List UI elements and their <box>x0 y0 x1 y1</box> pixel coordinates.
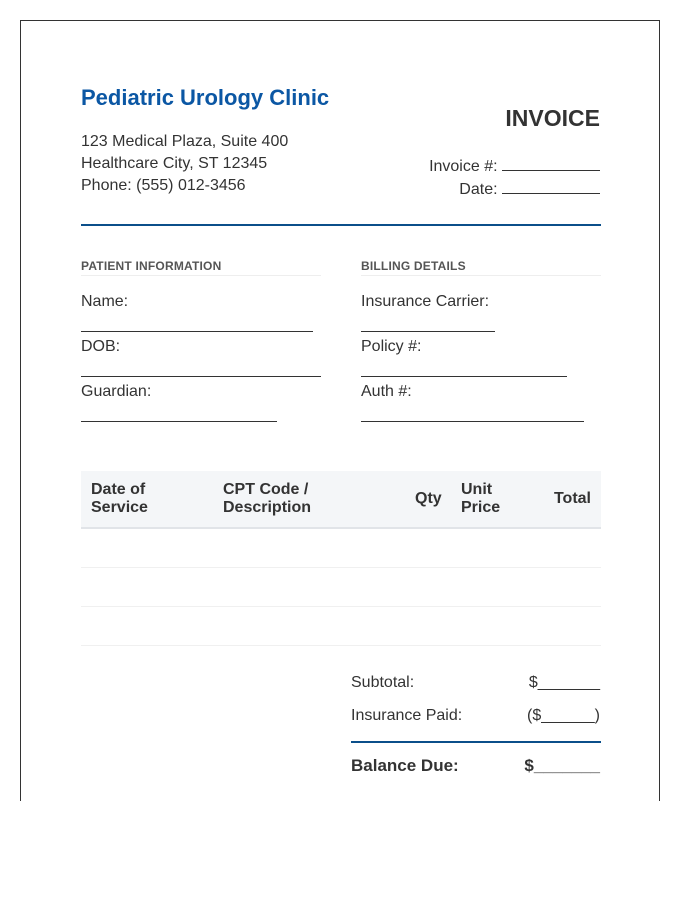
services-table-header <box>81 471 601 529</box>
auth-number-line <box>361 421 584 422</box>
invoice-number-label: Invoice #: <box>429 158 498 175</box>
invoice-title: INVOICE <box>505 105 600 131</box>
clinic-name: Pediatric Urology Clinic <box>81 85 330 110</box>
insurance-carrier-line <box>361 331 495 332</box>
subtotal-label: Subtotal: <box>351 674 415 691</box>
col-qty: Qty <box>415 490 442 507</box>
col-date-of-service: Date of Service <box>91 481 148 516</box>
insurance-carrier-label: Insurance Carrier: <box>361 293 490 310</box>
patient-dob-label: DOB: <box>81 338 121 355</box>
invoice-date-blank <box>502 179 600 194</box>
invoice-date-label: Date: <box>459 181 498 198</box>
patient-name-label: Name: <box>81 293 129 310</box>
table-row <box>81 606 601 607</box>
policy-number-line <box>361 376 567 377</box>
billing-details-title: BILLING DETAILS <box>361 259 466 273</box>
clinic-address-line1: 123 Medical Plaza, Suite 400 <box>81 133 289 150</box>
policy-number-label: Policy #: <box>361 338 422 355</box>
auth-number-label: Auth #: <box>361 383 412 400</box>
balance-due-value: $_______ <box>524 756 600 775</box>
insurance-paid-value: ($______) <box>527 707 600 724</box>
patient-guardian-line <box>81 421 277 422</box>
billing-details-rule <box>361 275 601 276</box>
table-row <box>81 567 601 568</box>
patient-guardian-label: Guardian: <box>81 383 152 400</box>
col-cpt-code: CPT Code / Description <box>223 481 312 516</box>
patient-name-line <box>81 331 313 332</box>
invoice-number-blank <box>502 156 600 171</box>
col-unit-price: Unit Price <box>461 481 501 516</box>
invoice-page <box>20 20 660 801</box>
invoice-date-row <box>459 179 600 199</box>
clinic-phone: Phone: (555) 012-3456 <box>81 177 246 194</box>
invoice-number-row <box>429 156 600 176</box>
balance-due-label: Balance Due: <box>351 756 459 775</box>
clinic-address-line2: Healthcare City, ST 12345 <box>81 155 268 172</box>
table-row <box>81 645 601 646</box>
col-total: Total <box>553 490 591 507</box>
patient-info-title: PATIENT INFORMATION <box>81 259 222 273</box>
insurance-paid-label: Insurance Paid: <box>351 707 463 724</box>
patient-info-rule <box>81 275 321 276</box>
patient-dob-line <box>81 376 321 377</box>
summary-divider <box>351 741 601 743</box>
subtotal-value: $_______ <box>528 674 600 691</box>
header-divider <box>81 224 601 226</box>
